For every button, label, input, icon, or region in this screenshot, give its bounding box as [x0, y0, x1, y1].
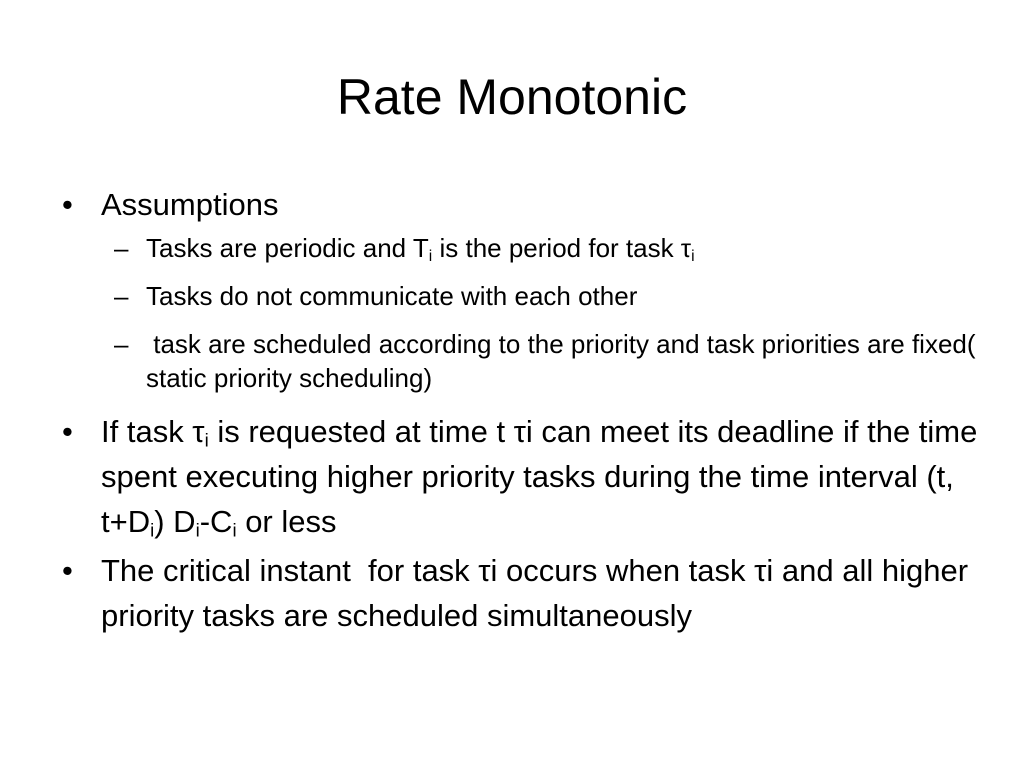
subscript: i — [204, 429, 209, 451]
assumptions-list — [62, 231, 992, 395]
dash-glyph: – — [114, 281, 129, 311]
bullet-text: or less — [236, 504, 337, 539]
assumption-text: Tasks are periodic and T — [146, 233, 429, 263]
bullet-glyph: • — [62, 553, 73, 588]
assumption-text: Tasks do not communicate with each other — [146, 281, 638, 311]
assumptions-heading: Assumptions — [101, 187, 279, 222]
assumption-item-periodic — [62, 231, 992, 265]
bullet-text: ) D — [154, 504, 196, 539]
subscript: i — [150, 519, 155, 541]
assumption-item-fixed-priority — [62, 327, 992, 395]
subscript: i — [232, 519, 237, 541]
bullet-text: is requested at time t τi can meet its deadline if the time spent executing higher priority tasks during the time interval (t, t+D — [101, 414, 987, 539]
bullet-text: The critical instant for task τi occurs when task τi and all higher priority tasks are scheduled simultaneously — [101, 553, 977, 633]
bullet-text: If task τ — [101, 414, 205, 449]
assumption-text: task are scheduled according to the priority and task priorities are fixed( static priority scheduling) — [146, 329, 983, 393]
subscript: i — [195, 519, 200, 541]
slide-content — [62, 182, 992, 642]
assumption-item-no-communication — [62, 279, 992, 313]
dash-glyph: – — [114, 329, 129, 359]
slide-title: Rate Monotonic — [336, 69, 688, 125]
bullet-deadline — [62, 409, 992, 544]
subscript: i — [691, 247, 695, 265]
assumption-text: is the period for task τ — [432, 233, 692, 263]
subscript: i — [428, 247, 433, 265]
bullet-assumptions — [62, 182, 992, 227]
bullet-glyph: • — [62, 414, 73, 449]
dash-glyph: – — [114, 233, 129, 263]
bullet-critical-instant — [62, 548, 992, 638]
bullet-text: -C — [199, 504, 233, 539]
bullet-glyph: • — [62, 187, 73, 222]
